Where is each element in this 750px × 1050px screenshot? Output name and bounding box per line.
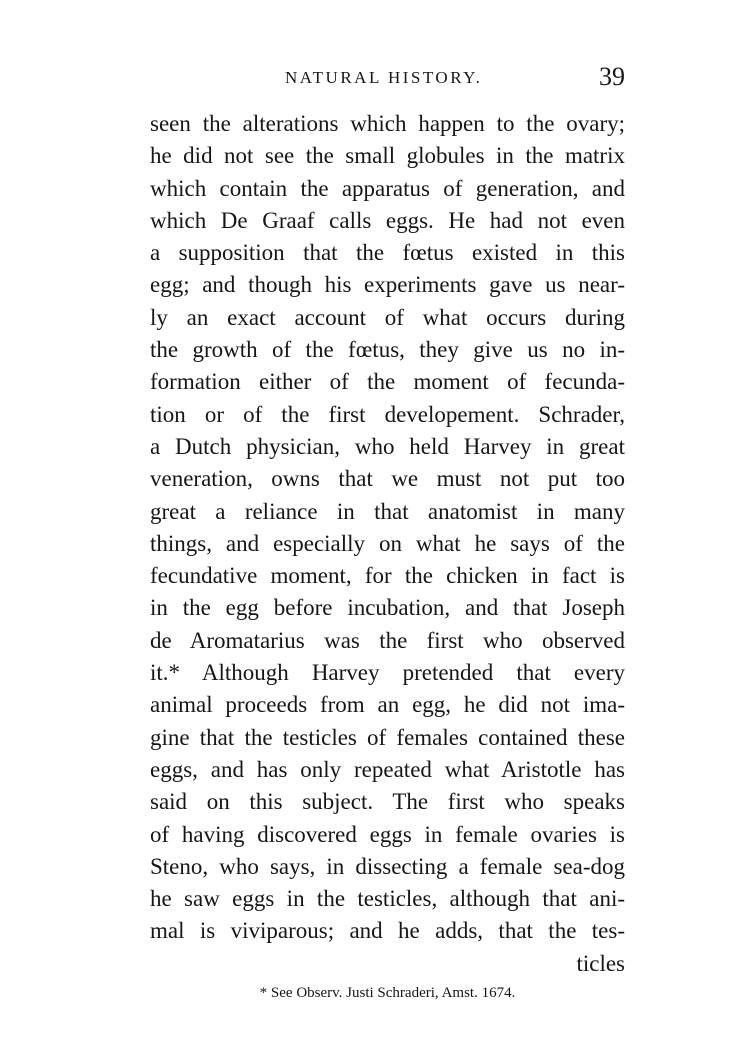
body-text xyxy=(150,108,625,980)
text-line: he saw eggs in the testicles, although that ani- xyxy=(150,886,625,912)
footnote: * See Observ. Justi Schraderi, Amst. 1674. xyxy=(259,985,516,1001)
text-line: ly an exact account of what occurs during xyxy=(150,304,625,330)
text-line: a supposition that the fœtus existed in this xyxy=(150,240,625,266)
text-line-catchword: ticles xyxy=(576,950,625,976)
text-line: fecundative moment, for the chicken in fact is xyxy=(150,563,625,589)
text-line: mal is viviparous; and he adds, that the tes- xyxy=(150,918,625,944)
text-line: which De Graaf calls eggs. He had not even xyxy=(150,207,625,233)
text-line: Steno, who says, in dissecting a female sea-dog xyxy=(150,853,625,879)
text-line: he did not see the small globules in the matrix xyxy=(150,143,625,169)
text-line: things, and especially on what he says of the xyxy=(150,530,625,556)
text-line: seen the alterations which happen to the ovary; xyxy=(150,111,625,136)
page-number: 39 xyxy=(599,62,625,91)
text-line: formation either of the moment of fecunda- xyxy=(150,369,625,395)
text-line: egg; and though his experiments gave us near- xyxy=(150,272,625,298)
text-line: tion or of the first developement. Schrader, xyxy=(150,401,625,427)
text-line: eggs, and has only repeated what Aristotle has xyxy=(150,756,625,782)
running-title: NATURAL HISTORY. xyxy=(285,68,483,87)
text-line: veneration, owns that we must not put too xyxy=(150,466,625,492)
text-line: de Aromatarius was the first who observed xyxy=(150,627,625,653)
text-line: which contain the apparatus of generation, and xyxy=(150,175,625,201)
text-line: in the egg before incubation, and that Joseph xyxy=(150,595,625,621)
text-line: gine that the testicles of females contained these xyxy=(150,724,625,750)
text-line: of having discovered eggs in female ovaries is xyxy=(150,821,625,847)
running-head xyxy=(150,62,625,96)
text-line: great a reliance in that anatomist in many xyxy=(150,498,625,524)
text-line: the growth of the fœtus, they give us no in- xyxy=(150,337,625,363)
text-line: said on this subject. The first who speaks xyxy=(150,789,625,815)
text-line: it.* Although Harvey pretended that every xyxy=(150,660,625,686)
text-line: animal proceeds from an egg, he did not ima- xyxy=(150,692,625,718)
text-line: a Dutch physician, who held Harvey in great xyxy=(150,433,625,459)
